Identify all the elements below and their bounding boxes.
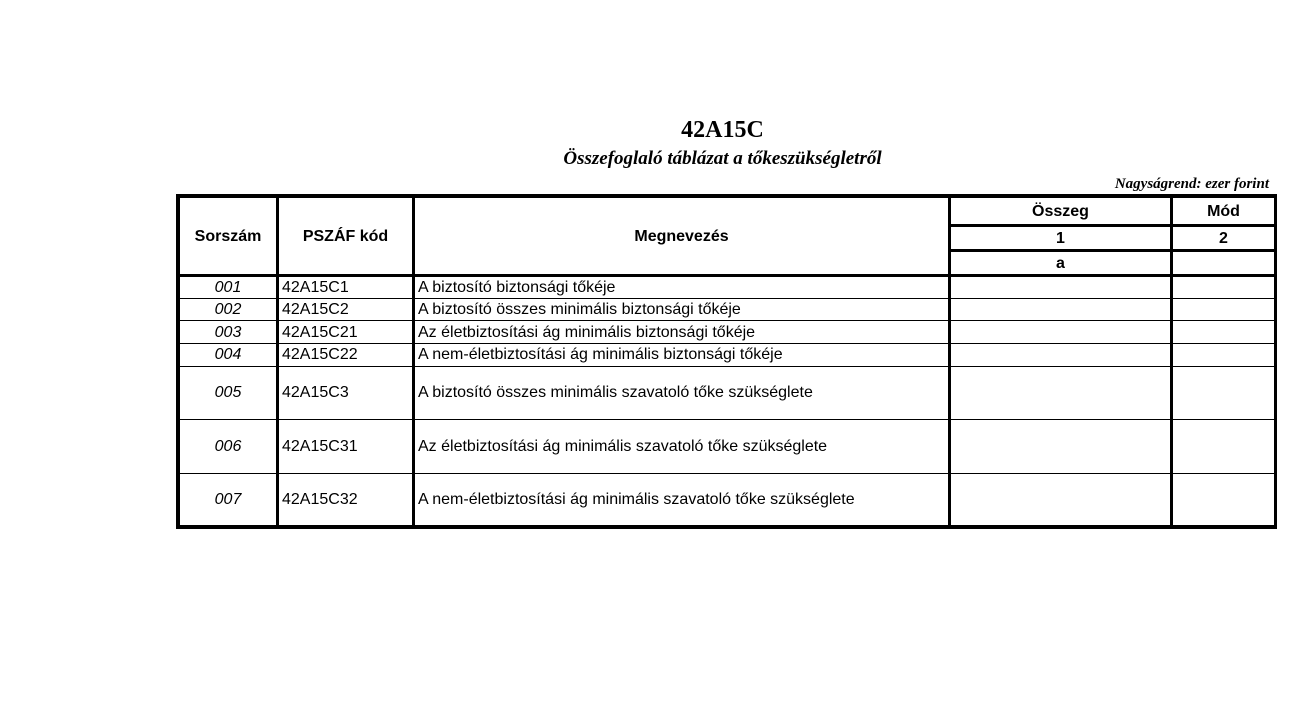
table-row xyxy=(180,321,1275,344)
row-kod: 42A15C22 xyxy=(278,343,414,366)
row-megnevezes: A biztosító összes minimális biztonsági tőkéje xyxy=(414,298,950,321)
row-osszeg-cell[interactable] xyxy=(950,343,1172,366)
header-sorszam: Sorszám xyxy=(180,198,278,276)
row-megnevezes: A biztosító összes minimális szavatoló tőke szükséglete xyxy=(414,366,950,420)
row-sorszam: 005 xyxy=(180,366,278,420)
header-mod-number: 2 xyxy=(1172,226,1275,251)
row-sorszam: 006 xyxy=(180,420,278,474)
header-osszeg-sub: a xyxy=(950,251,1172,276)
row-megnevezes: Az életbiztosítási ág minimális biztonsági tőkéje xyxy=(414,321,950,344)
report-table xyxy=(179,197,1275,526)
row-sorszam: 007 xyxy=(180,474,278,526)
row-osszeg-cell[interactable] xyxy=(950,298,1172,321)
row-mod-cell[interactable] xyxy=(1172,420,1275,474)
row-mod-cell[interactable] xyxy=(1172,474,1275,526)
unit-label: Nagyságrend: ezer forint xyxy=(1114,176,1269,192)
row-sorszam: 003 xyxy=(180,321,278,344)
row-osszeg-cell[interactable] xyxy=(950,474,1172,526)
row-megnevezes: A nem-életbiztosítási ág minimális biztonsági tőkéje xyxy=(414,343,950,366)
document-subtitle: Összefoglaló táblázat a tőkeszükségletről xyxy=(563,148,882,169)
row-osszeg-cell[interactable] xyxy=(950,420,1172,474)
row-kod: 42A15C1 xyxy=(278,276,414,299)
header-pszaf-kod: PSZÁF kód xyxy=(278,198,414,276)
row-kod: 42A15C3 xyxy=(278,366,414,420)
row-megnevezes: A biztosító biztonsági tőkéje xyxy=(414,276,950,299)
row-sorszam: 002 xyxy=(180,298,278,321)
row-kod: 42A15C32 xyxy=(278,474,414,526)
table-row xyxy=(180,474,1275,526)
row-mod-cell[interactable] xyxy=(1172,343,1275,366)
row-sorszam: 004 xyxy=(180,343,278,366)
header-mod: Mód xyxy=(1172,198,1275,226)
table-row xyxy=(180,366,1275,420)
header-osszeg: Összeg xyxy=(950,198,1172,226)
row-mod-cell[interactable] xyxy=(1172,321,1275,344)
table-row xyxy=(180,420,1275,474)
header-megnevezes: Megnevezés xyxy=(414,198,950,276)
row-mod-cell[interactable] xyxy=(1172,276,1275,299)
row-osszeg-cell[interactable] xyxy=(950,366,1172,420)
row-mod-cell[interactable] xyxy=(1172,366,1275,420)
row-mod-cell[interactable] xyxy=(1172,298,1275,321)
document-title: 42A15C xyxy=(681,117,764,143)
row-megnevezes: Az életbiztosítási ág minimális szavatoló tőke szükséglete xyxy=(414,420,950,474)
header-mod-sub xyxy=(1172,251,1275,276)
row-megnevezes: A nem-életbiztosítási ág minimális szavatoló tőke szükséglete xyxy=(414,474,950,526)
table-row xyxy=(180,343,1275,366)
header-osszeg-number: 1 xyxy=(950,226,1172,251)
row-kod: 42A15C2 xyxy=(278,298,414,321)
table-row xyxy=(180,298,1275,321)
table-row xyxy=(180,276,1275,299)
row-osszeg-cell[interactable] xyxy=(950,276,1172,299)
row-kod: 42A15C21 xyxy=(278,321,414,344)
row-sorszam: 001 xyxy=(180,276,278,299)
row-kod: 42A15C31 xyxy=(278,420,414,474)
report-table-frame xyxy=(176,194,1277,529)
row-osszeg-cell[interactable] xyxy=(950,321,1172,344)
